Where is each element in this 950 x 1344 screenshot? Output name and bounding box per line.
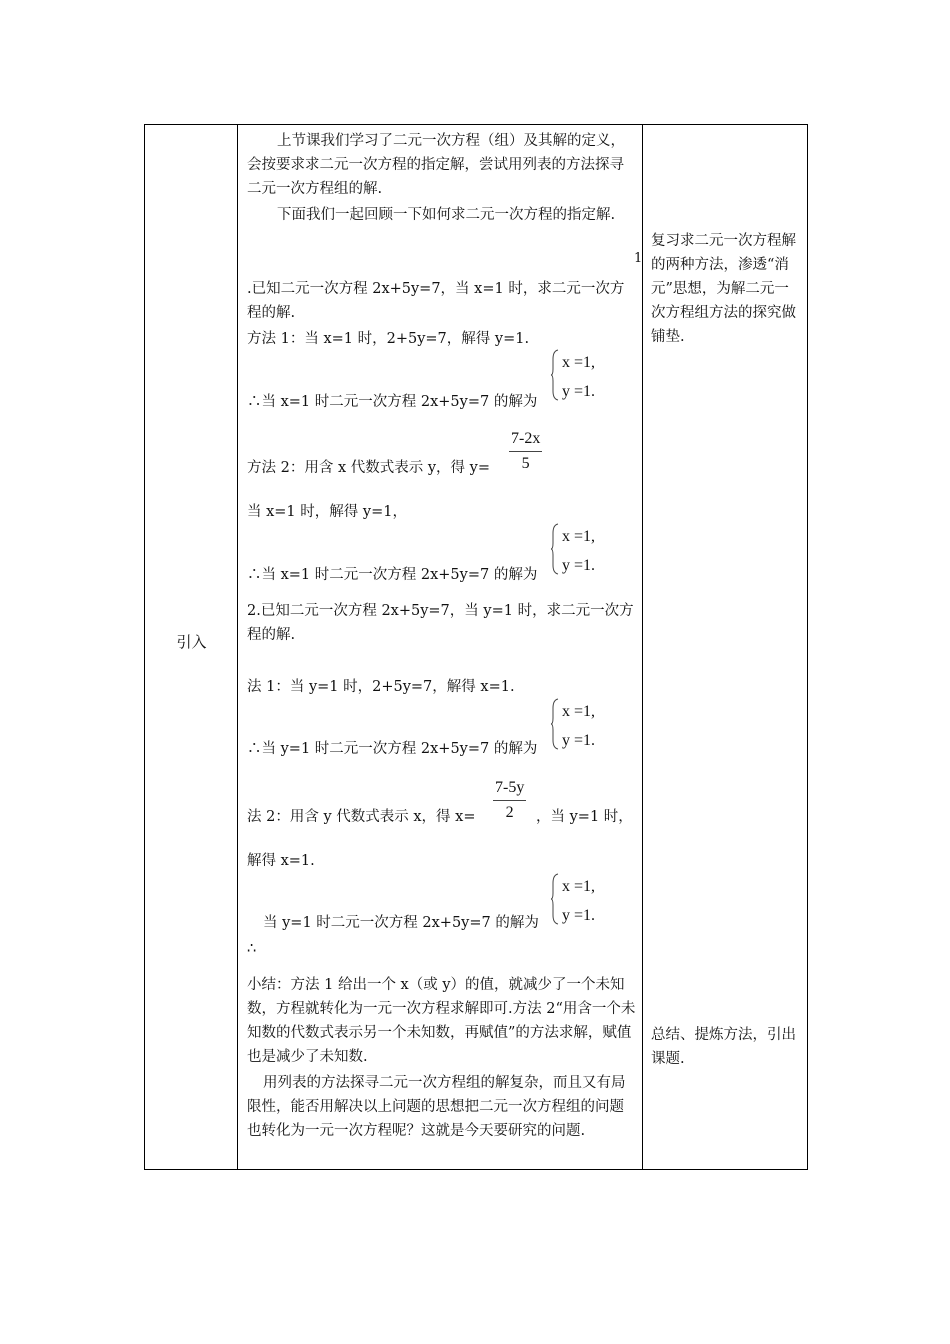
lesson-table (144, 124, 808, 1170)
q1-method-1-conclusion: ∴当 x=1 时二元一次方程 2x+5y=7 的解为 (247, 394, 538, 410)
equation-y: y =1. (562, 557, 596, 574)
section-label: 引入 (176, 633, 207, 651)
q1-method-2-conclusion: ∴当 x=1 时二元一次方程 2x+5y=7 的解为 (247, 567, 538, 583)
q2-method-1-conclusion: ∴当 y=1 时二元一次方程 2x+5y=7 的解为 (247, 741, 538, 757)
equation-x: x =1, (562, 528, 596, 545)
fraction-numerator: 7-2x (509, 427, 542, 452)
column-divider (642, 125, 643, 1169)
equation-y: y =1. (562, 383, 596, 400)
q2-method-2-condition: ，当 y=1 时， (536, 809, 633, 825)
intro-paragraph: 上节课我们学习了二元一次方程（组）及其解的定义，会按要求求二元一次方程的指定解，尝试用列表的方法探寻二元一次方程组的解. (247, 133, 625, 197)
equation-x: x =1, (562, 703, 596, 720)
equation-x: x =1, (562, 354, 596, 371)
q2-method-2-step: 解得 x=1. (247, 853, 315, 869)
q1-method-1: 方法 1：当 x=1 时，2+5y=7，解得 y=1. (247, 331, 530, 347)
summary-paragraph: 小结：方法 1 给出一个 x（或 y）的值，就减少了一个未知数，方程就转化为一元一次方程求解即可.方法 2“用含一个未知数的代数式表示另一个未知数，再赋值”的方法求解，赋值也是减少了未知数. (247, 977, 636, 1065)
equation-y: y =1. (562, 732, 596, 749)
brace-icon (551, 349, 559, 401)
q1-method-2-step: 当 x=1 时，解得 y=1， (247, 504, 407, 520)
brace-icon (551, 873, 559, 925)
q2-method-2-conclusion: 当 y=1 时二元一次方程 2x+5y=7 的解为 (263, 915, 539, 931)
fraction-y (509, 427, 542, 476)
q2-method-1: 法 1：当 y=1 时，2+5y=7，解得 x=1. (247, 679, 515, 695)
q1-method-2: 方法 2：用含 x 代数式表示 y，得 y= (247, 460, 490, 476)
question-1: .已知二元一次方程 2x+5y=7，当 x=1 时，求二元一次方程的解. (247, 281, 625, 321)
design-note-2: 总结、提炼方法，引出课题. (651, 1027, 796, 1067)
equation-x: x =1, (562, 878, 596, 895)
fraction-numerator: 7-5y (493, 776, 526, 801)
brace-icon (551, 523, 559, 575)
closing-paragraph: 用列表的方法探寻二元一次方程组的解复杂，而且又有局限性，能否用解决以上问题的思想把二元一次方程组的问题也转化为一元一次方程呢？这就是今天要研究的问题. (247, 1075, 626, 1139)
fraction-x (493, 776, 526, 825)
design-note-1: 复习求二元一次方程解的两种方法，渗透“消元”思想，为解二元一次方程组方法的探究做铺垫. (651, 233, 796, 345)
brace-icon (551, 698, 559, 750)
fraction-denominator: 2 (505, 804, 514, 821)
fraction-denominator: 5 (521, 455, 530, 472)
review-paragraph: 下面我们一起回顾一下如何求二元一次方程的指定解. (277, 207, 616, 223)
page-number: 1 (634, 251, 643, 266)
q2-method-2: 法 2：用含 y 代数式表示 x，得 x= (247, 809, 476, 825)
therefore-symbol: ∴ (247, 941, 257, 957)
equation-y: y =1. (562, 907, 596, 924)
question-2: 2.已知二元一次方程 2x+5y=7，当 y=1 时，求二元一次方程的解. (247, 603, 634, 643)
